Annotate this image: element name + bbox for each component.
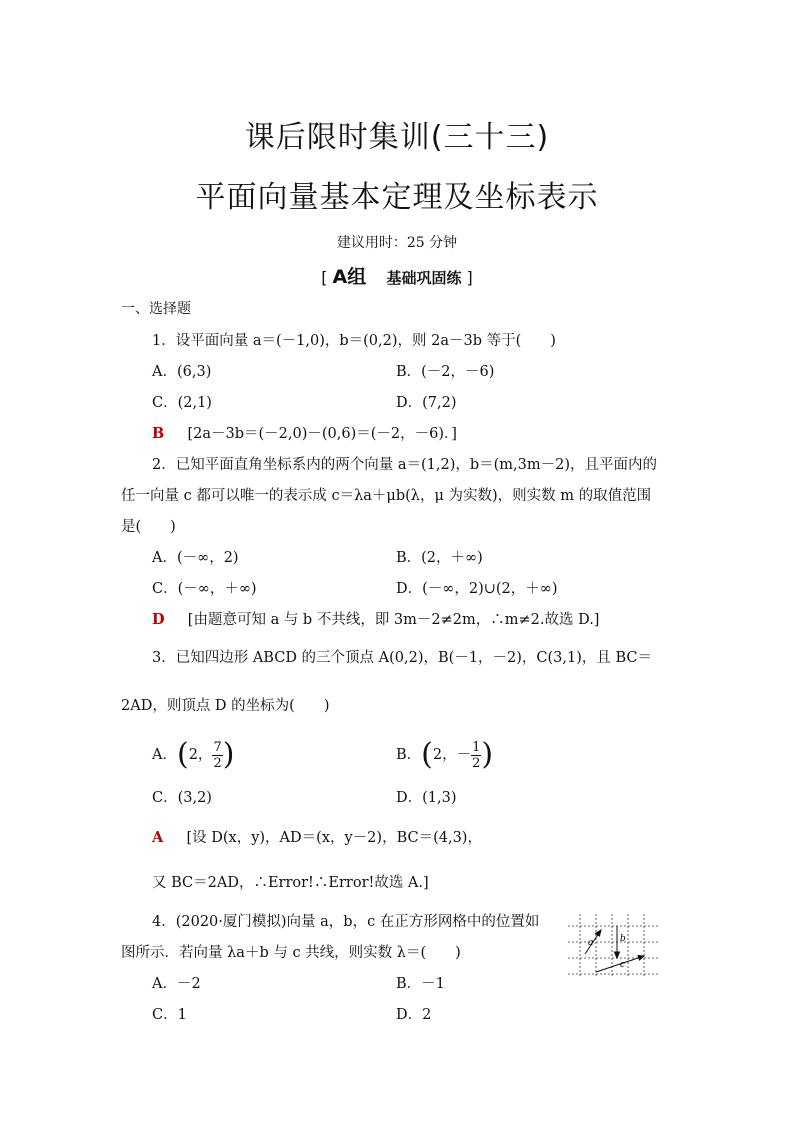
q3-option-b: B．(2，－ $\frac{1}{2}$ )	[396, 737, 494, 772]
q4-stem-line2: 图所示．若向量 λa＋b 与 c 共线，则实数 λ＝( )	[121, 945, 461, 961]
q2-stem-line3: 是( )	[121, 519, 176, 535]
q3-option-d: D．(1,3)	[396, 790, 457, 806]
vector-arrows	[585, 926, 644, 972]
time-note: 建议用时：25 分钟	[336, 235, 458, 251]
q3-answer	[152, 828, 482, 848]
q3-answer-continued: 又 BC＝2AD，∴Error!∴Error!故选 A.]	[152, 875, 429, 891]
q2-option-a: A．(－∞，2)	[152, 550, 239, 566]
q4-option-d: D．2	[396, 1007, 432, 1023]
q4-stem-line1: 4．(2020·厦门模拟)向量 a，b，c 在正方形网格中的位置如	[152, 914, 540, 930]
group-bracket-open: [	[321, 268, 328, 287]
q3-option-a-label: A．	[152, 747, 177, 763]
q3-option-a-fraction: $\frac{7}{2}$	[213, 739, 222, 771]
vector-a-label: a	[588, 938, 594, 948]
q3-option-a: A．(2， $\frac{7}{2}$ )	[152, 737, 235, 772]
q2-stem-line2: 任一向量 c 都可以唯一的表示成 c＝λa＋μb(λ，μ 为实数)，则实数 m 的取值范围	[121, 488, 652, 504]
q1-option-d: D．(7,2)	[396, 395, 457, 411]
q1-option-a: A．(6,3)	[152, 364, 212, 380]
page-title: 课后限时集训(三十三)	[244, 120, 550, 155]
q2-option-b: B．(2，＋∞)	[396, 550, 483, 566]
q3-option-c: C．(3,2)	[152, 790, 212, 806]
group-name: 基础巩固练	[386, 269, 462, 287]
vector-c-arrowhead	[638, 956, 644, 961]
section-heading: 一、选择题	[121, 301, 191, 317]
q3-answer-letter: A	[152, 829, 164, 846]
vector-c-label: c	[620, 960, 626, 970]
q2-answer-letter: D	[152, 611, 165, 628]
vector-b-label: b	[620, 934, 626, 944]
q1-answer-text: [2a－3b＝(－2,0)－(0,6)＝(－2，－6)．]	[187, 426, 457, 442]
grid-lines	[568, 914, 658, 978]
page-subtitle: 平面向量基本定理及坐标表示	[195, 180, 599, 215]
q2-option-d: D．(－∞，2)∪(2，＋∞)	[396, 581, 558, 597]
q1-option-c: C．(2,1)	[152, 395, 212, 411]
q2-stem-line1: 2．已知平面直角坐标系内的两个向量 a＝(1,2)，b＝(m,3m－2)，且平面内的	[152, 457, 658, 473]
vector-grid-figure	[568, 914, 658, 978]
q1-option-b: B．(－2，－6)	[396, 364, 495, 380]
q1-answer	[152, 424, 457, 444]
group-heading	[0, 262, 794, 289]
group-bracket-close: ]	[466, 268, 473, 287]
q3-option-b-x: 2，－	[432, 747, 472, 763]
q3-option-b-label: B．	[396, 747, 422, 763]
q3-stem-line2: 2AD，则顶点 D 的坐标为( )	[121, 698, 330, 714]
q3-stem-line1: 3．已知四边形 ABCD 的三个顶点 A(0,2)，B(－1，－2)，C(3,1)，且 BC＝	[152, 650, 653, 666]
q2-answer-text: [由题意可知 a 与 b 不共线，即 3m－2≠2m，∴m≠2.故选 D.]	[187, 612, 600, 628]
q4-option-b: B．－1	[396, 976, 445, 992]
q2-option-c: C．(－∞，＋∞)	[152, 581, 257, 597]
q3-answer-text1: [设 D(x，y)，AD＝(x，y－2)，BC＝(4,3)，	[186, 830, 482, 846]
q4-option-a: A．－2	[152, 976, 201, 992]
q1-stem: 1．设平面向量 a＝(－1,0)，b＝(0,2)，则 2a－3b 等于( )	[152, 333, 556, 349]
q3-option-a-x: 2，	[188, 747, 213, 763]
q1-answer-letter: B	[152, 425, 165, 442]
vector-b-arrowhead	[615, 952, 620, 958]
q4-option-c: C．1	[152, 1007, 187, 1023]
q3-option-b-fraction: $\frac{1}{2}$	[472, 739, 481, 771]
group-label: A组	[332, 266, 367, 288]
q2-answer	[152, 610, 599, 630]
